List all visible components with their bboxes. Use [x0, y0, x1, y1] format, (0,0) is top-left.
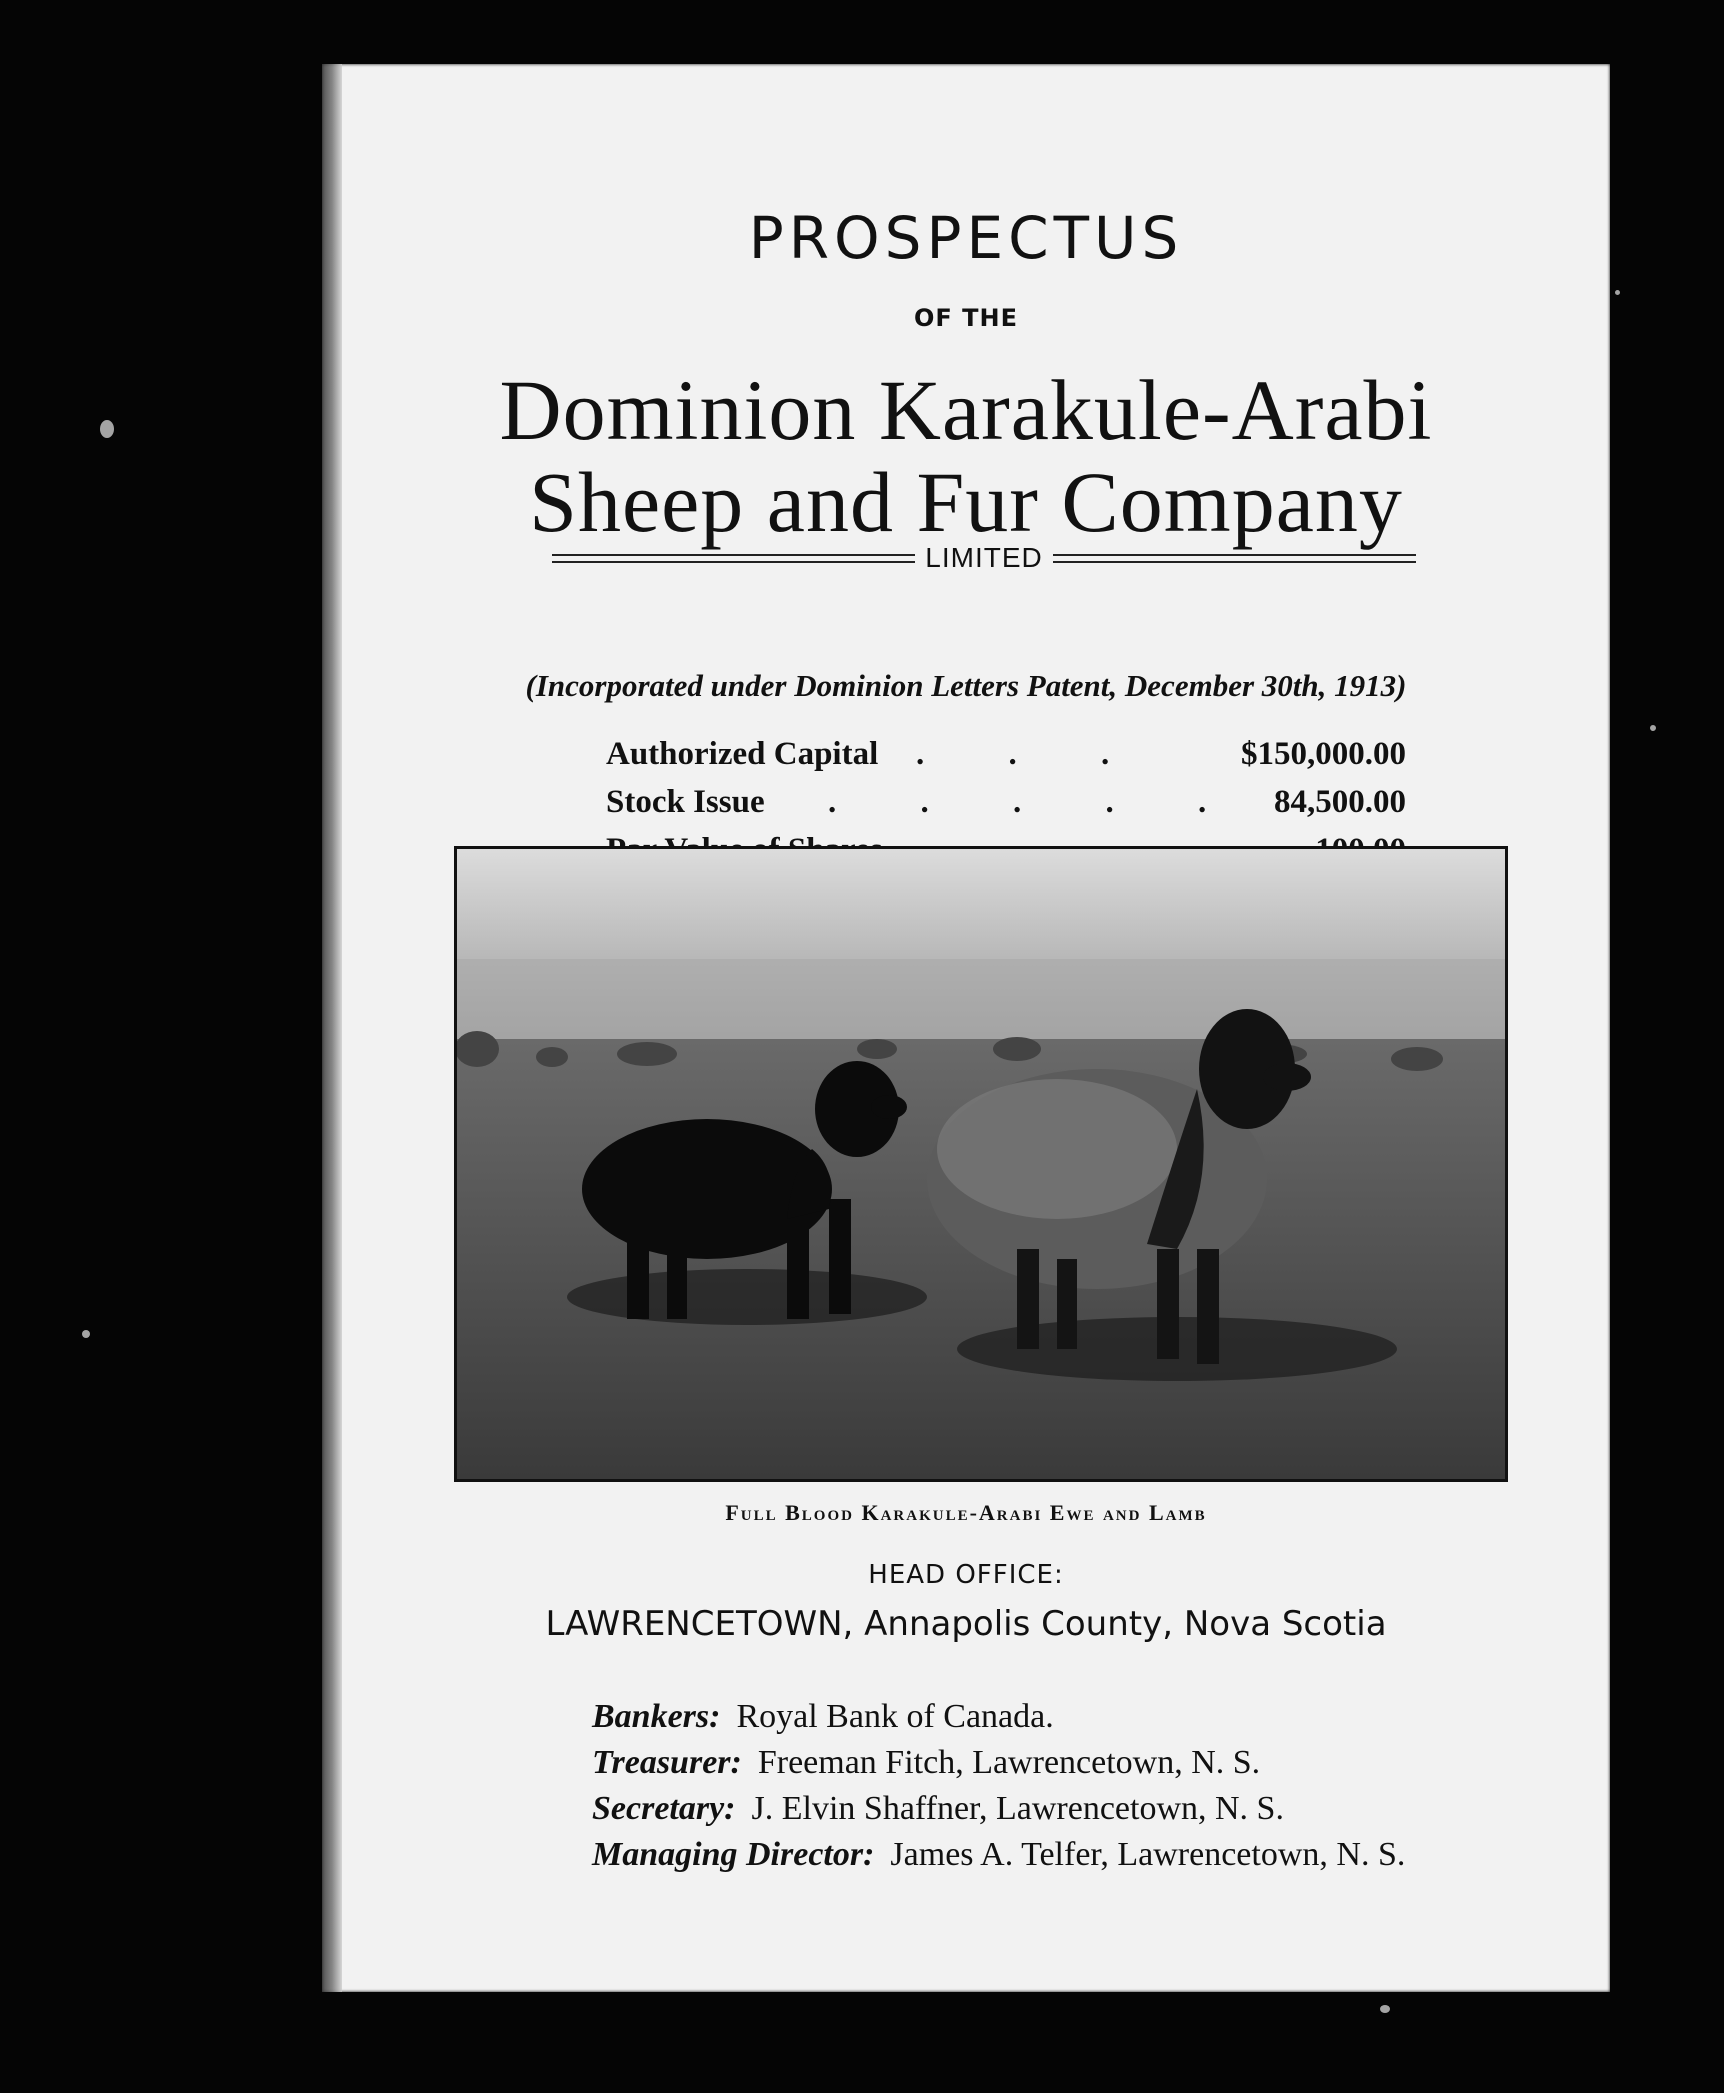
divider-rule — [1053, 554, 1416, 563]
company-name — [322, 364, 1610, 548]
head-office-address: LAWRENCETOWN, Annapolis County, Nova Scotia — [545, 1604, 1387, 1644]
officer-role: Treasurer: — [592, 1744, 742, 1781]
capital-leader-dots: . . . . . — [828, 784, 1245, 820]
prospectus-page — [322, 64, 1610, 1992]
sheep-photograph — [454, 846, 1508, 1482]
background-speck — [1615, 290, 1620, 295]
officer-role: Secretary: — [592, 1790, 736, 1827]
capital-row — [606, 736, 1406, 784]
photo-caption: Full Blood Karakule-Arabi Ewe and Lamb — [725, 1500, 1207, 1525]
officer-row — [592, 1740, 1572, 1786]
company-name-line1: Dominion Karakule-Arabi — [499, 362, 1433, 458]
officer-role: Bankers: — [592, 1698, 721, 1735]
company-name-line2: Sheep and Fur Company — [529, 454, 1403, 550]
background-speck — [82, 1330, 90, 1338]
officer-row — [592, 1694, 1572, 1740]
officer-name: James A. Telfer, Lawrencetown, N. S. — [890, 1836, 1406, 1873]
background-speck — [100, 420, 114, 438]
officer-name: J. Elvin Shaffner, Lawrencetown, N. S. — [751, 1790, 1284, 1827]
head-office-label: HEAD OFFICE: — [868, 1560, 1064, 1590]
officer-role: Managing Director: — [592, 1836, 875, 1873]
lamb-shadow — [567, 1269, 927, 1325]
officer-row — [592, 1832, 1572, 1878]
officer-name: Freeman Fitch, Lawrencetown, N. S. — [757, 1744, 1261, 1781]
limited-banner — [552, 538, 1416, 578]
officers-list — [592, 1694, 1572, 1878]
limited-label: LIMITED — [925, 542, 1043, 573]
sheep-photo-illustration — [457, 849, 1505, 1479]
incorporation-note: (Incorporated under Dominion Letters Patent, December 30th, 1913) — [525, 668, 1407, 703]
document-title: PROSPECTUS — [748, 204, 1184, 272]
officer-name: Royal Bank of Canada. — [736, 1698, 1054, 1735]
capital-value: $150,000.00 — [1241, 736, 1406, 772]
capital-value: 84,500.00 — [1274, 784, 1406, 820]
capital-label: Stock Issue — [606, 784, 765, 820]
divider-rule — [552, 554, 915, 563]
officer-row — [592, 1786, 1572, 1832]
page-spine — [322, 64, 342, 1992]
capital-label: Authorized Capital — [606, 736, 879, 772]
capital-row — [606, 784, 1406, 832]
document-subtitle: OF THE — [913, 304, 1018, 332]
background-speck — [1380, 2005, 1390, 2013]
capital-leader-dots: . . . — [916, 736, 1148, 772]
background-speck — [1650, 725, 1656, 731]
photo-horizon-haze — [457, 959, 1505, 1049]
